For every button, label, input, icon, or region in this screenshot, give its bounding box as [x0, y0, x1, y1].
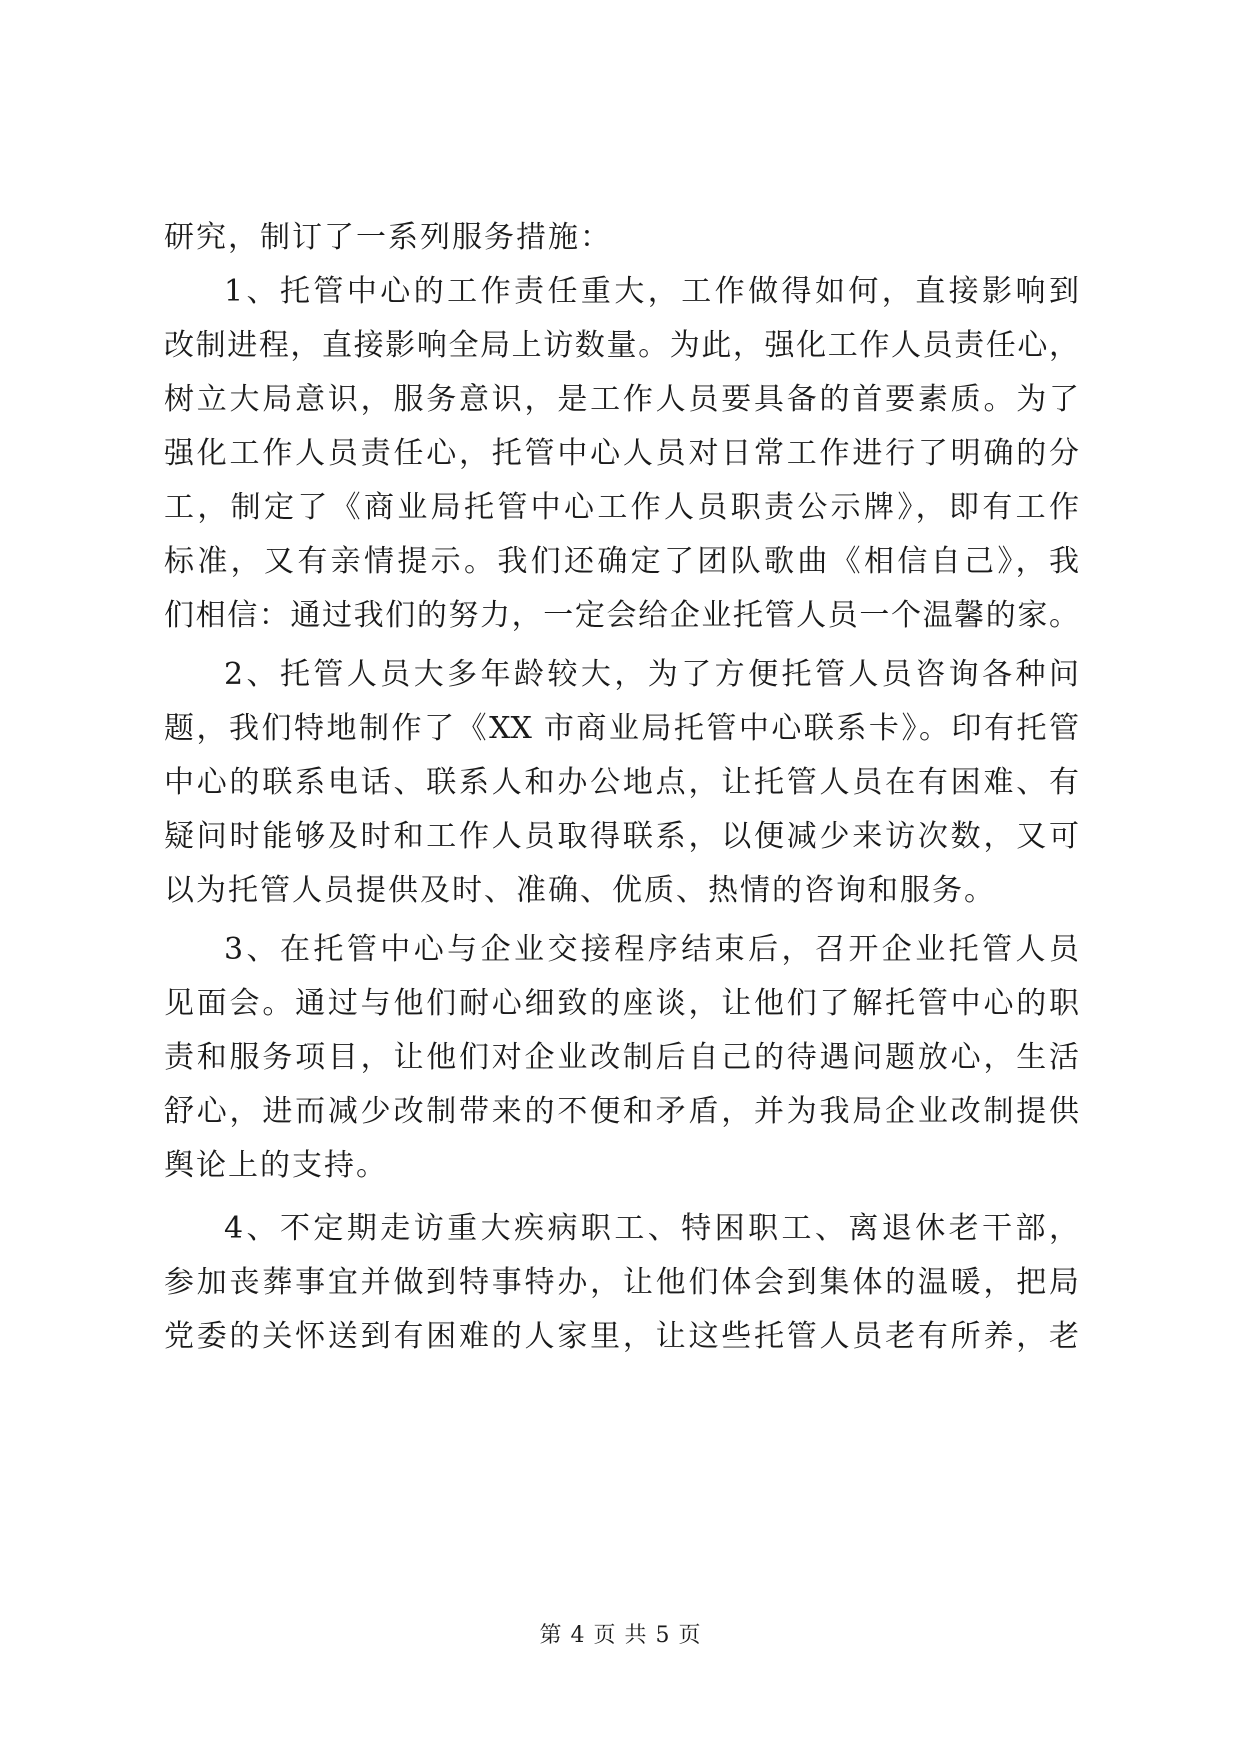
text-line: 们相信：通过我们的努力，一定会给企业托管人员一个温馨的家。 — [164, 598, 1079, 633]
text-line: 疑问时能够及时和工作人员取得联系，以便减少来访次数，又可 — [164, 819, 1079, 854]
page-number-footer: 第 4 页 共 5 页 — [539, 1623, 702, 1648]
text-line-paragraph-start: 2、托管人员大多年龄较大，为了方便托管人员咨询各种问 — [224, 657, 1079, 692]
text-line-paragraph-start: 1、托管中心的工作责任重大，工作做得如何，直接影响到 — [224, 274, 1079, 309]
text-line: 中心的联系电话、联系人和办公地点，让托管人员在有困难、有 — [164, 765, 1079, 800]
text-line: 责和服务项目，让他们对企业改制后自己的待遇问题放心，生活 — [164, 1040, 1079, 1075]
text-line: 标准，又有亲情提示。我们还确定了团队歌曲《相信自己》，我 — [164, 544, 1079, 579]
text-line: 树立大局意识，服务意识，是工作人员要具备的首要素质。为了 — [164, 382, 1079, 417]
text-line: 舒心，进而减少改制带来的不便和矛盾，并为我局企业改制提供 — [164, 1094, 1079, 1129]
text-line: 以为托管人员提供及时、准确、优质、热情的咨询和服务。 — [164, 873, 996, 908]
text-line-paragraph-start: 3、在托管中心与企业交接程序结束后，召开企业托管人员 — [224, 932, 1079, 967]
text-line: 强化工作人员责任心，托管中心人员对日常工作进行了明确的分 — [164, 436, 1079, 471]
text-line: 工，制定了《商业局托管中心工作人员职责公示牌》，即有工作 — [164, 490, 1079, 525]
text-line: 题，我们特地制作了《XX 市商业局托管中心联系卡》。印有托管 — [164, 711, 1079, 746]
text-line-paragraph-start: 4、不定期走访重大疾病职工、特困职工、离退休老干部， — [224, 1211, 1079, 1246]
text-line: 研究，制订了一系列服务措施： — [164, 220, 612, 255]
text-line: 参加丧葬事宜并做到特事特办，让他们体会到集体的温暖，把局 — [164, 1265, 1079, 1300]
text-line: 改制进程，直接影响全局上访数量。为此，强化工作人员责任心， — [164, 328, 1079, 363]
text-line: 见面会。通过与他们耐心细致的座谈，让他们了解托管中心的职 — [164, 986, 1079, 1021]
text-line: 党委的关怀送到有困难的人家里，让这些托管人员老有所养，老 — [164, 1319, 1079, 1354]
text-line: 舆论上的支持。 — [164, 1148, 388, 1183]
